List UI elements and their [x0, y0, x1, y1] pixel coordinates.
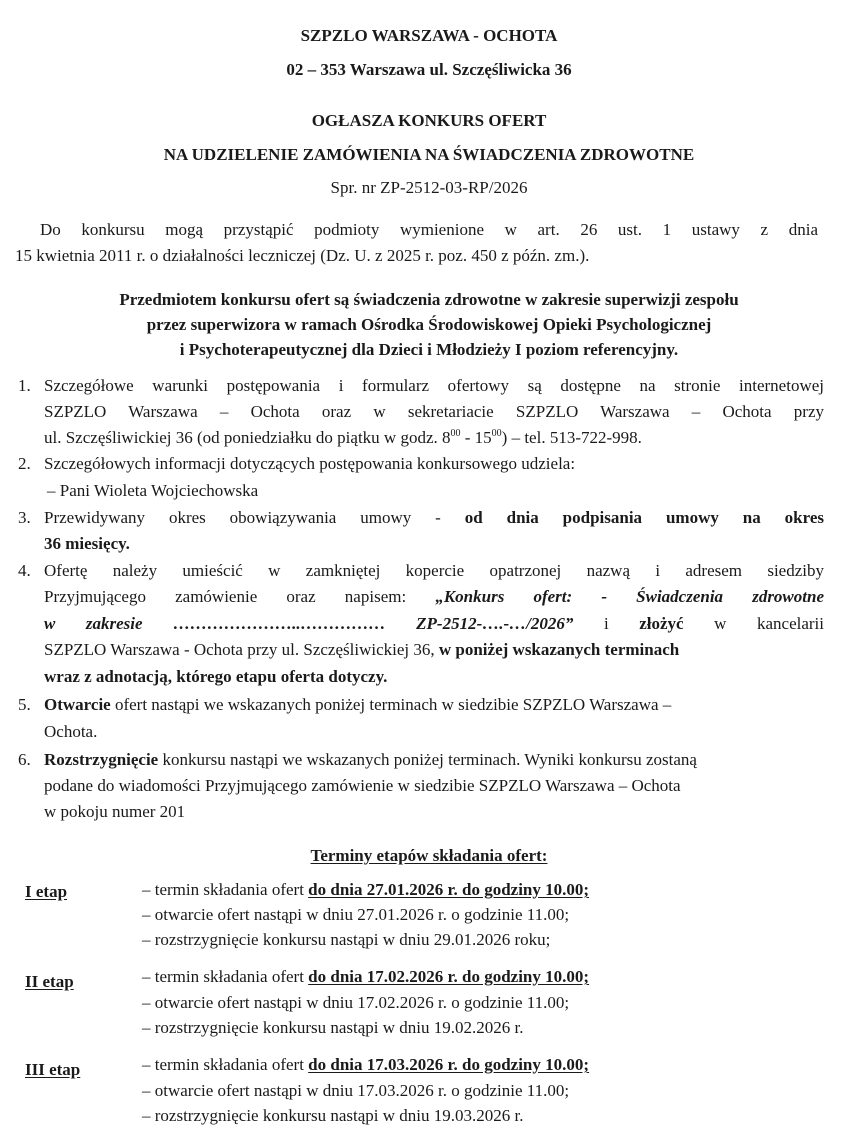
stage-1-opening: – otwarcie ofert nastąpi w dniu 27.01.2026 r. o godzinie 11.00;	[142, 905, 570, 924]
stage-3-resolution: – rozstrzygnięcie konkursu nastąpi w dniu 19.03.2026 r.	[142, 1106, 524, 1125]
item-number-4: 4.	[18, 561, 31, 580]
superscript: 00	[491, 428, 502, 439]
item-4-text: w kancelarii	[683, 614, 824, 633]
item-4-text: i	[573, 614, 640, 633]
stage-1-deadline	[142, 880, 589, 900]
stage-1-resolution: – rozstrzygnięcie konkursu nastąpi w dniu 29.01.2026 roku;	[142, 930, 551, 949]
item-4-deadline-note: w poniżej wskazanych terminach	[438, 640, 680, 659]
superscript: 00	[450, 428, 461, 439]
deadline-prefix: – termin składania ofert	[142, 1055, 309, 1074]
org-name: SZPZLO WARSZAWA - OCHOTA	[300, 26, 558, 45]
item-3-line-2: 36 miesięcy.	[44, 534, 130, 553]
stage-2-deadline	[142, 967, 589, 987]
item-4-line-4	[44, 640, 824, 660]
item-number-1: 1.	[18, 376, 31, 395]
item-6-line-2: podane do wiadomości Przyjmującego zamówienie w siedzibie SZPZLO Warszawa – Ochota	[44, 776, 681, 795]
item-4-line-3	[44, 614, 824, 634]
deadline-prefix: – termin składania ofert	[142, 967, 309, 986]
item-3-period: od dnia podpisania umowy na okres	[464, 508, 824, 527]
subject-line-2: przez superwizora w ramach Ośrodka Środowiskowej Opieki Psychologicznej	[146, 315, 712, 334]
intro-line-1: Do konkursu mogą przystąpić podmioty wymienione w art. 26 ust. 1 ustawy z dnia	[40, 220, 818, 239]
item-6-line-3: w pokoju numer 201	[44, 802, 186, 821]
announcement-subtitle: NA UDZIELENIE ZAMÓWIENIA NA ŚWIADCZENIA ZDROWOTNE	[163, 145, 695, 164]
stage-2-resolution: – rozstrzygnięcie konkursu nastąpi w dniu 19.02.2026 r.	[142, 1018, 524, 1037]
item-4-line-5: wraz z adnotacją, którego etapu oferta dotyczy.	[44, 667, 388, 686]
item-4-line-1: Ofertę należy umieścić w zamkniętej kopercie opatrzonej nazwą i adresem siedziby	[44, 561, 824, 580]
item-1-hours-start: ul. Szczęśliwickiej 36 (od poniedziałku do piątku w godz. 8	[44, 428, 451, 447]
item-6-line-1	[44, 750, 824, 770]
item-4-envelope-ref: w zakresie …………………..…………… ZP-2512-….-…/2026”	[44, 614, 574, 633]
deadline-date: do dnia 27.01.2026 r. do godziny 10.00;	[308, 880, 590, 899]
item-5-line-2: Ochota.	[44, 722, 98, 741]
item-1-hours-end: - 15	[460, 428, 492, 447]
announcement-title: OGŁASZA KONKURS OFERT	[311, 111, 547, 130]
item-4-line-2	[44, 587, 824, 607]
stage-3-label: III etap	[25, 1060, 81, 1079]
item-6-keyword: Rozstrzygnięcie	[44, 750, 159, 769]
item-number-3: 3.	[18, 508, 31, 527]
item-4-submit: złożyć	[639, 614, 684, 633]
item-5-line-1	[44, 695, 824, 715]
item-number-6: 6.	[18, 750, 31, 769]
item-1-line-3	[44, 428, 824, 448]
item-2-contact-person: – Pani Wioleta Wojciechowska	[47, 481, 259, 500]
stage-1-label: I etap	[25, 882, 68, 901]
item-2-line-1: Szczegółowych informacji dotyczących postępowania konkursowego udziela:	[44, 454, 576, 473]
item-6-text: konkursu nastąpi we wskazanych poniżej terminach. Wyniki konkursu zostaną	[158, 750, 697, 769]
case-number: Spr. nr ZP-2512-03-RP/2026	[330, 178, 528, 197]
item-3-line-1	[44, 508, 824, 528]
stage-3-deadline	[142, 1055, 589, 1075]
stage-2-label: II etap	[25, 972, 74, 991]
item-5-keyword: Otwarcie	[44, 695, 111, 714]
item-1-line-2: SZPZLO Warszawa – Ochota oraz w sekretariacie SZPZLO Warszawa – Ochota przy	[44, 402, 824, 421]
item-4-envelope-label: „Konkurs ofert: - Świadczenia zdrowotne	[435, 587, 824, 606]
item-4-address: SZPZLO Warszawa - Ochota przy ul. Szczęśliwickiej 36,	[44, 640, 439, 659]
item-1-phone: ) – tel. 513-722-998.	[501, 428, 642, 447]
org-address: 02 – 353 Warszawa ul. Szczęśliwicka 36	[286, 60, 572, 79]
item-1-line-1: Szczegółowe warunki postępowania i formularz ofertowy są dostępne na stronie internetowej	[44, 376, 824, 395]
stage-3-opening: – otwarcie ofert nastąpi w dniu 17.03.2026 r. o godzinie 11.00;	[142, 1081, 570, 1100]
item-3-text: Przewidywany okres obowiązywania umowy -	[44, 508, 465, 527]
deadline-prefix: – termin składania ofert	[142, 880, 309, 899]
deadline-date: do dnia 17.03.2026 r. do godziny 10.00;	[308, 1055, 590, 1074]
subject-line-3: i Psychoterapeutycznej dla Dzieci i Młodzieży I poziom referencyjny.	[179, 340, 679, 359]
item-number-2: 2.	[18, 454, 31, 473]
item-number-5: 5.	[18, 695, 31, 714]
intro-line-2: 15 kwietnia 2011 r. o działalności leczniczej (Dz. U. z 2025 r. poz. 450 z późn. zm.).	[15, 246, 590, 265]
item-4-text: Przyjmującego zamówienie oraz napisem:	[44, 587, 436, 606]
deadline-date: do dnia 17.02.2026 r. do godziny 10.00;	[308, 967, 590, 986]
schedule-title: Terminy etapów składania ofert:	[310, 846, 548, 865]
subject-line-1: Przedmiotem konkursu ofert są świadczenia zdrowotne w zakresie superwizji zespołu	[119, 290, 739, 309]
stage-2-opening: – otwarcie ofert nastąpi w dniu 17.02.2026 r. o godzinie 11.00;	[142, 993, 570, 1012]
item-5-text: ofert nastąpi we wskazanych poniżej terminach w siedzibie SZPZLO Warszawa –	[110, 695, 672, 714]
